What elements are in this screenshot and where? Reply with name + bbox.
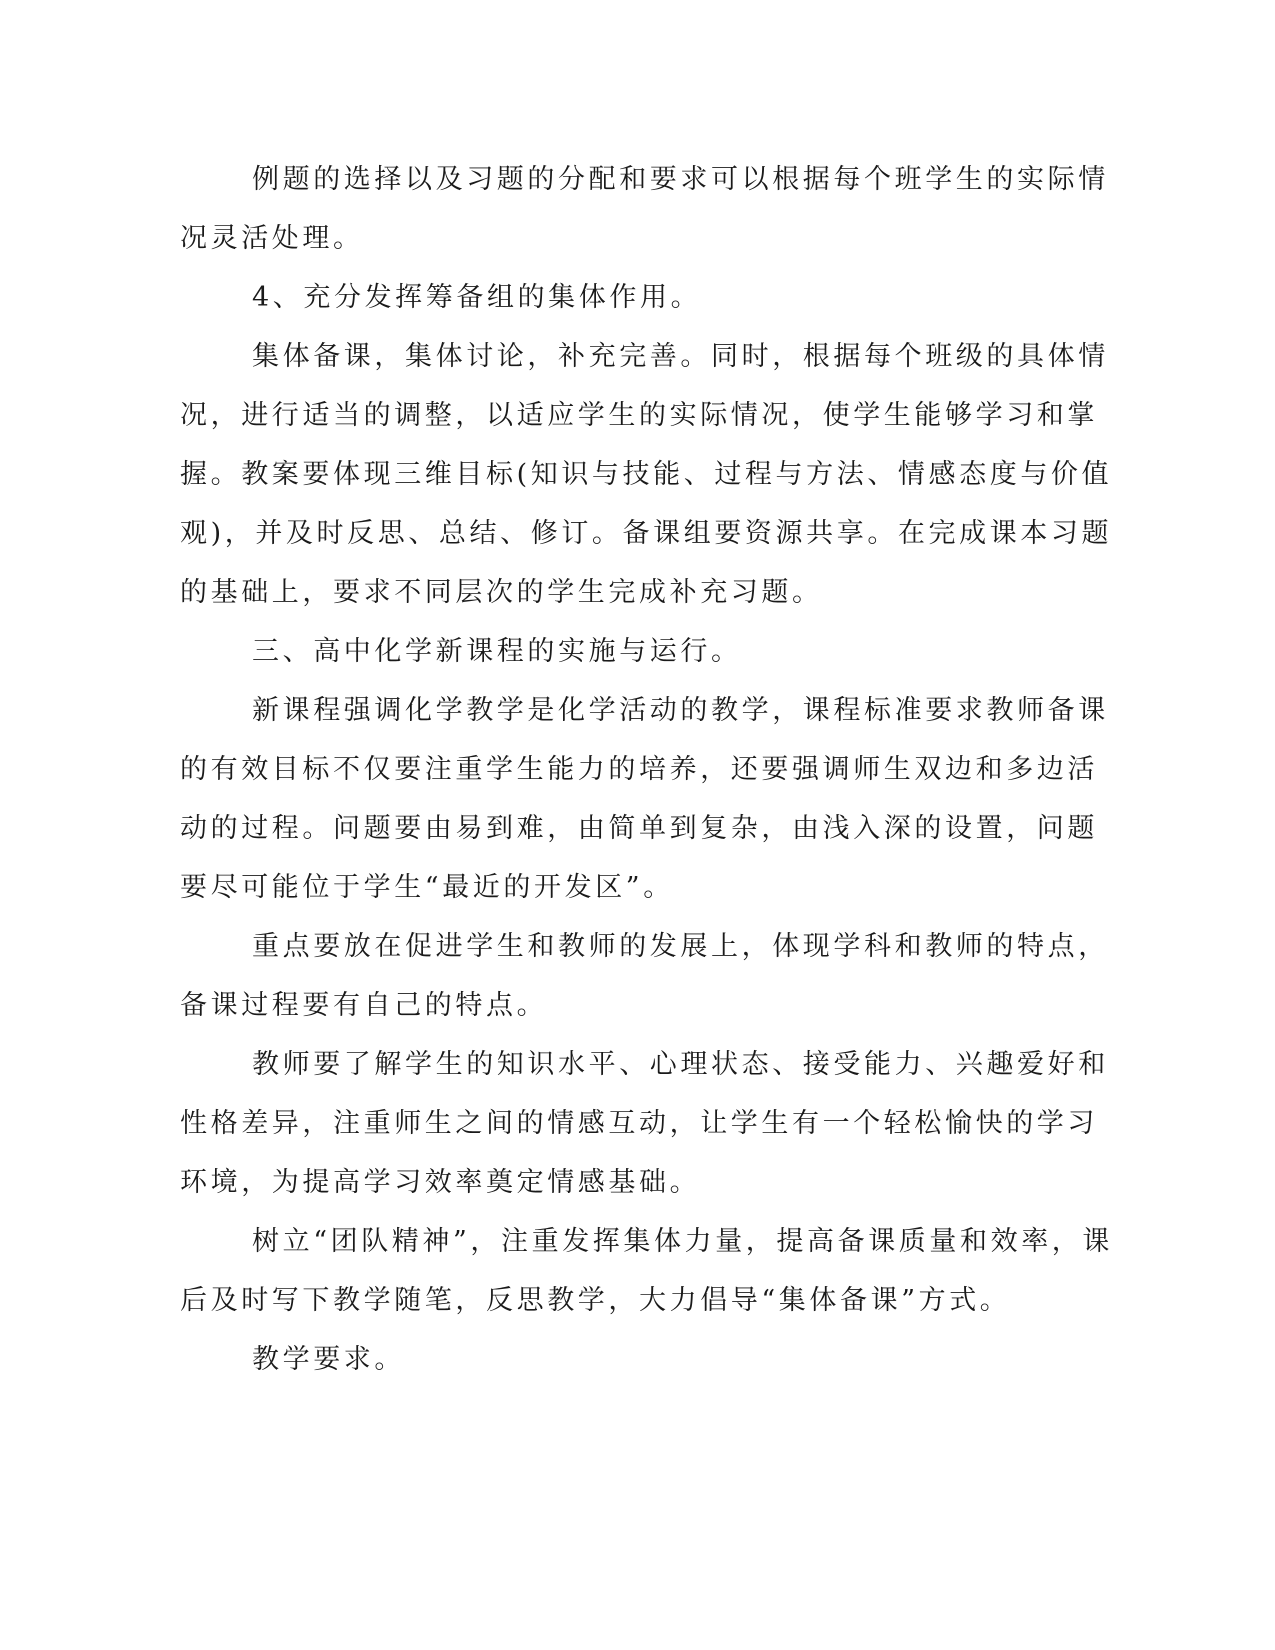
text-line: 的有效目标不仅要注重学生能力的培养，还要强调师生双边和多边活 xyxy=(180,754,1098,785)
text-line: 4、充分发挥筹备组的集体作用。 xyxy=(252,282,702,313)
text-line: 教师要了解学生的知识水平、心理状态、接受能力、兴趣爱好和 xyxy=(252,1049,1109,1080)
text-line: 重点要放在促进学生和教师的发展上，体现学科和教师的特点， xyxy=(252,931,1109,962)
text-line: 动的过程。问题要由易到难，由简单到复杂，由浅入深的设置，问题 xyxy=(180,813,1098,844)
text-line: 要尽可能位于学生“最近的开发区”。 xyxy=(180,872,674,903)
text-line: 后及时写下教学随笔，反思教学，大力倡导“集体备课”方式。 xyxy=(180,1285,1011,1316)
text-line: 的基础上，要求不同层次的学生完成补充习题。 xyxy=(180,577,823,608)
text-line: 例题的选择以及习题的分配和要求可以根据每个班学生的实际情 xyxy=(252,164,1109,195)
text-line: 况，进行适当的调整，以适应学生的实际情况，使学生能够学习和掌 xyxy=(180,400,1098,431)
text-line: 环境，为提高学习效率奠定情感基础。 xyxy=(180,1167,701,1198)
text-line: 树立“团队精神”，注重发挥集体力量，提高备课质量和效率，课 xyxy=(252,1226,1114,1257)
text-line: 集体备课，集体讨论，补充完善。同时，根据每个班级的具体情 xyxy=(252,341,1109,372)
text-line: 性格差异，注重师生之间的情感互动，让学生有一个轻松愉快的学习 xyxy=(180,1108,1098,1139)
text-line: 观)，并及时反思、总结、修订。备课组要资源共享。在完成课本习题 xyxy=(180,518,1113,549)
text-line: 新课程强调化学教学是化学活动的教学，课程标准要求教师备课 xyxy=(252,695,1109,726)
text-line: 教学要求。 xyxy=(252,1344,405,1375)
text-line: 备课过程要有自己的特点。 xyxy=(180,990,548,1021)
text-line: 握。教案要体现三维目标(知识与技能、过程与方法、情感态度与价值 xyxy=(180,459,1113,490)
section-heading: 三、高中化学新课程的实施与运行。 xyxy=(252,636,742,667)
text-line: 况灵活处理。 xyxy=(180,223,364,254)
